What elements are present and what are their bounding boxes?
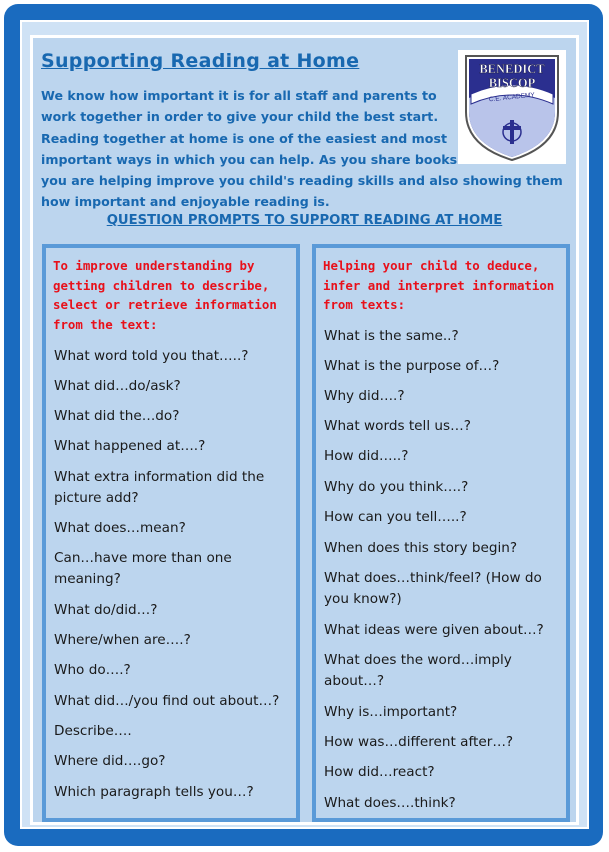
list-item: When does this story begin? (324, 540, 518, 556)
list-item: What happened at….? (54, 438, 206, 454)
intro-paragraph (41, 85, 576, 213)
list-item: Can…have more than one meaning? (54, 550, 232, 587)
right-column-heading: Helping your child to deduce, infer and interpret information from texts: (323, 258, 555, 312)
logo-ribbon: C.E. ACADEMY (488, 91, 536, 104)
list-item: Why do you think….? (324, 479, 469, 495)
list-item: What ideas were given about…? (324, 622, 544, 638)
list-item: Where did….go? (54, 753, 166, 769)
list-item: What does…mean? (54, 520, 186, 536)
list-item: Where/when are….? (54, 632, 191, 648)
logo-line2: BISCOP (488, 76, 536, 90)
list-item: Why is…important? (324, 704, 458, 720)
list-item: What did…/you find out about…? (54, 693, 280, 709)
section-subtitle: QUESTION PROMPTS TO SUPPORT READING AT HOME (106, 213, 503, 228)
list-item: How can you tell…..? (324, 509, 467, 525)
list-item: What is the purpose of…? (324, 358, 500, 374)
list-item: How did…..? (324, 448, 409, 464)
list-item: How was…different after…? (324, 734, 514, 750)
list-item: What is the same..? (324, 328, 459, 344)
list-item: What words tell us…? (324, 418, 471, 434)
list-item: What did the…do? (54, 408, 180, 424)
logo-line1: BENEDICT (479, 62, 545, 76)
left-column (42, 244, 300, 822)
list-item: What does…think/feel? (How do you know?) (324, 570, 542, 607)
list-item: What did…do/ask? (54, 378, 181, 394)
intro-text: We know how important it is for all staff and parents to work together in order to give your child the best start. Reading together at home is one of the easiest and most important ways in which you can help. As you share books you are helping improve you child's reading skills and also showing them how important and enjoyable reading is. (41, 88, 563, 210)
left-column-heading: To improve understanding by getting children to describe, select or retrieve information from the text: (53, 258, 277, 332)
list-item: How did…react? (324, 764, 435, 780)
list-item: Why did….? (324, 388, 405, 404)
list-item: Describe…. (54, 723, 132, 739)
page-title: Supporting Reading at Home (41, 50, 360, 72)
list-item: What word told you that…..? (54, 348, 249, 364)
list-item: What does the word…imply about…? (324, 652, 512, 689)
list-item: Who do….? (54, 662, 131, 678)
list-item: Which paragraph tells you…? (54, 784, 254, 800)
right-column (312, 244, 570, 822)
list-item: What does….think? (324, 795, 456, 811)
list-item: What do/did…? (54, 602, 158, 618)
list-item: What extra information did the picture add? (54, 469, 265, 506)
